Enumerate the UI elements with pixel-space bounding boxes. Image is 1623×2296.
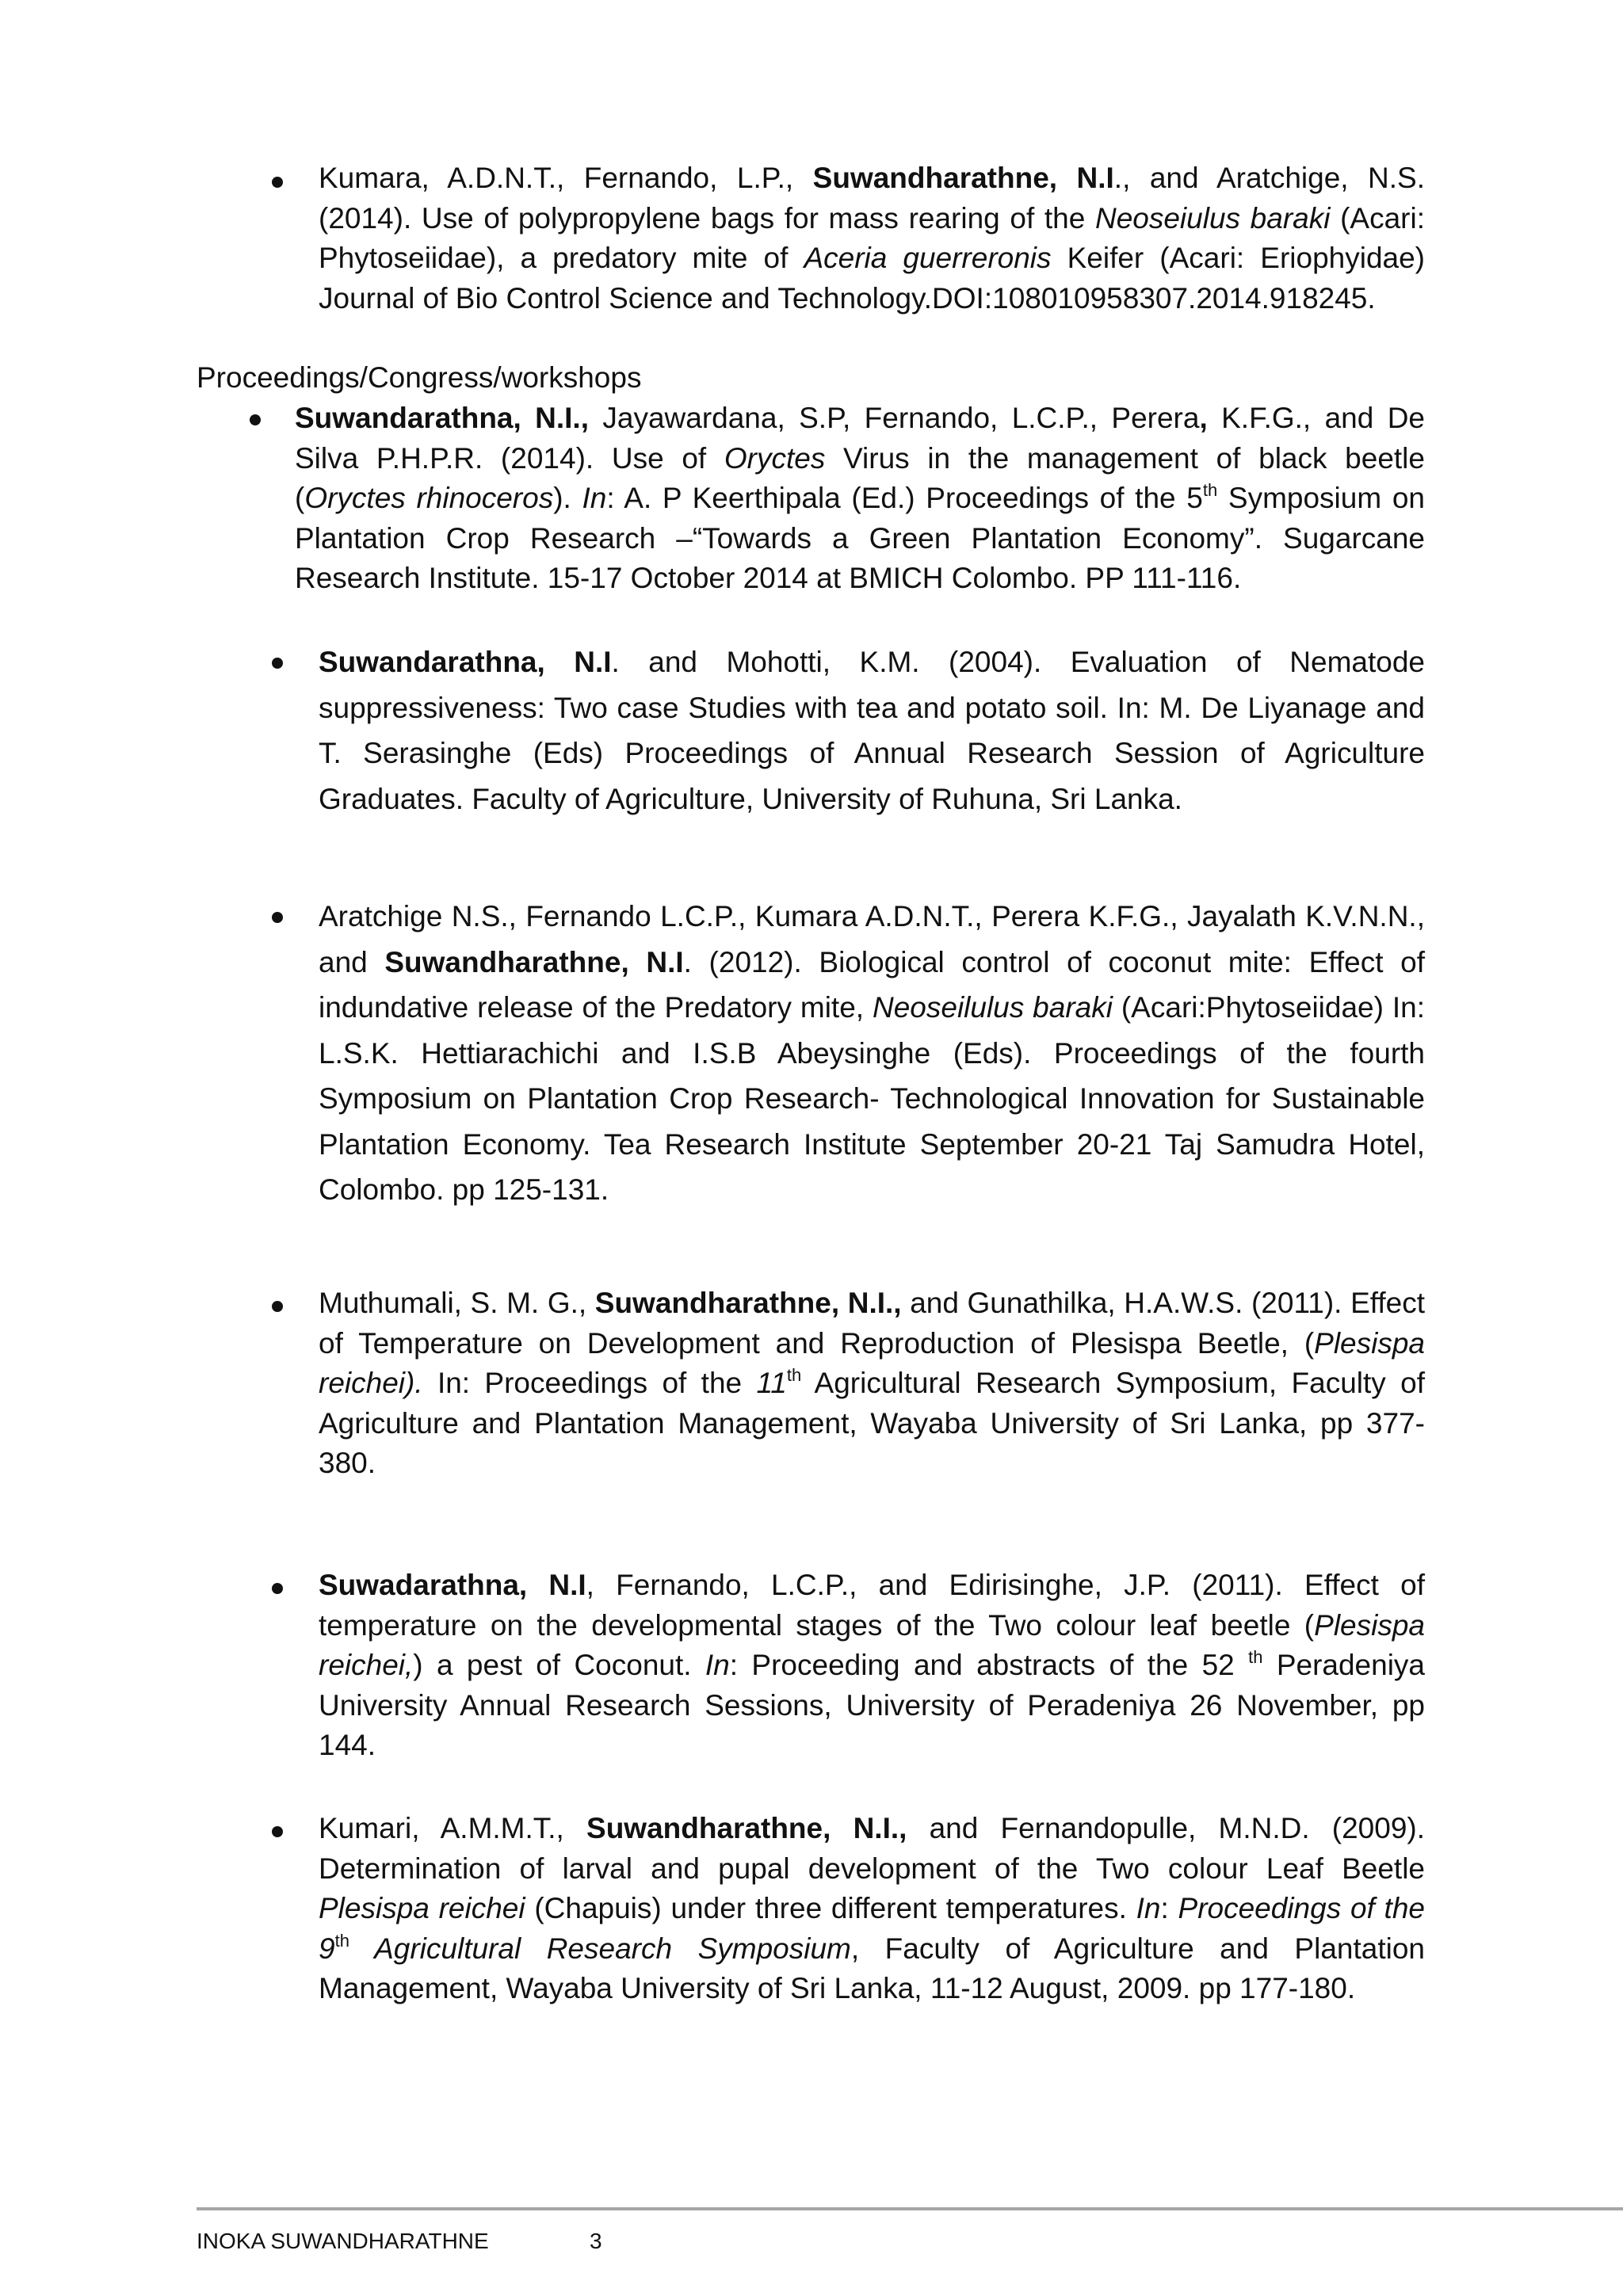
author-highlight: Suwandharathne, N.I	[384, 945, 684, 978]
author-highlight: Suwandharathne, N.I.,	[594, 1287, 902, 1319]
publication-entry: Kumari, A.M.M.T., Suwandharathne, N.I., and Fernandopulle, M.N.D. (2009). Determination of larval and pupal development of the Two colour Leaf Beetle Plesispa reichei (Chapuis) under three different temperatures. In: Proceedings of the 9th Agricultural Research Symposium, Faculty of Agriculture and Plantation Management, Wayaba University of Sri Lanka, 11-12 August, 2009. pp 177-180.	[319, 1812, 1426, 2004]
publication-entry: Suwandarathna, N.I. and Mohotti, K.M. (2004). Evaluation of Nematode suppressiveness: Two case Studies with tea and potato soil. In: M. De Liyanage and T. Serasinghe (Eds) Proceedings of Annual Research Session of Agriculture Graduates. Faculty of Agriculture, University of Ruhuna, Sri Lanka.	[319, 646, 1425, 815]
bullet-icon	[272, 177, 283, 188]
bullet-icon	[272, 1301, 283, 1312]
publication-entry: Suwadarathna, N.I, Fernando, L.C.P., and Edirisinghe, J.P. (2011). Effect of temperature on the developmental stages of the Two colour leaf beetle (Plesispa reichei,) a pest of Coconut. In: Proceeding and abstracts of the 52 $^{th}$ Peradeniya University Annual Research Sessions, University of Peradeniya 26 November, pp 144.	[319, 1569, 1426, 1761]
section-heading: Proceedings/Congress/workshops	[197, 361, 642, 394]
publication-entry: Suwandarathna, N.I., Jayawardana, S.P, Fernando, L.C.P., Perera, K.F.G., and De Silva P.H.P.R. (2014). Use of Oryctes Virus in the management of black beetle (Oryctes rhinoceros). In: A. P Keerthipala (Ed.) Proceedings of the 5th Symposium on Plantation Crop Research –“Towards a Green Plantation Economy”. Sugarcane Research Institute. 15-17 October 2014 at BMICH Colombo. PP 111-116.	[295, 402, 1425, 594]
publication-entry: Muthumali, S. M. G., Suwandharathne, N.I., and Gunathilka, H.A.W.S. (2011). Effect of Temperature on Development and Reproduction of Plesispa Beetle, (Plesispa reichei). In: Proceedings of the 11th Agricultural Research Symposium, Faculty of Agriculture and Plantation Management, Wayaba University of Sri Lanka, pp 377-380.	[319, 1287, 1426, 1479]
bullet-icon	[272, 1826, 283, 1837]
page-number: 3	[590, 2229, 602, 2253]
author-highlight: Suwandarathna, N.I	[319, 646, 612, 678]
bullet-icon	[272, 658, 283, 669]
bullet-icon	[250, 414, 261, 425]
author-highlight: Suwandarathna, N.I.,	[295, 402, 589, 434]
publication-entry: Kumara, A.D.N.T., Fernando, L.P., Suwandharathne, N.I., and Aratchige, N.S. (2014). Use of polypropylene bags for mass rearing of the Neoseiulus baraki (Acari: Phytoseiidae), a predatory mite of Aceria guerreronis Keifer (Acari: Eriophyidae) Journal of Bio Control Science and Technology.DOI:108010958307.2014.918245.	[319, 162, 1426, 315]
footer-author-name: INOKA SUWANDHARATHNE	[197, 2229, 489, 2253]
publication-entry: Aratchige N.S., Fernando L.C.P., Kumara A.D.N.T., Perera K.F.G., Jayalath K.V.N.N., and Suwandharathne, N.I. (2012). Biological control of coconut mite: Effect of indundative release of the Predatory mite, Neoseilulus baraki (Acari:Phytoseiidae) In: L.S.K. Hettiarachichi and I.S.B Abeysinghe (Eds). Proceedings of the fourth Symposium on Plantation Crop Research- Technological Innovation for Sustainable Plantation Economy. Tea Research Institute September 20-21 Taj Samudra Hotel, Colombo. pp 125-131.	[319, 900, 1425, 1206]
author-highlight: Suwandharathne, N.I	[812, 162, 1114, 194]
footer-divider	[197, 2207, 1623, 2210]
bullet-icon	[272, 1583, 283, 1594]
author-highlight: Suwadarathna, N.I	[319, 1569, 586, 1601]
bullet-icon	[272, 912, 283, 923]
author-highlight: Suwandharathne, N.I.,	[586, 1812, 907, 1844]
